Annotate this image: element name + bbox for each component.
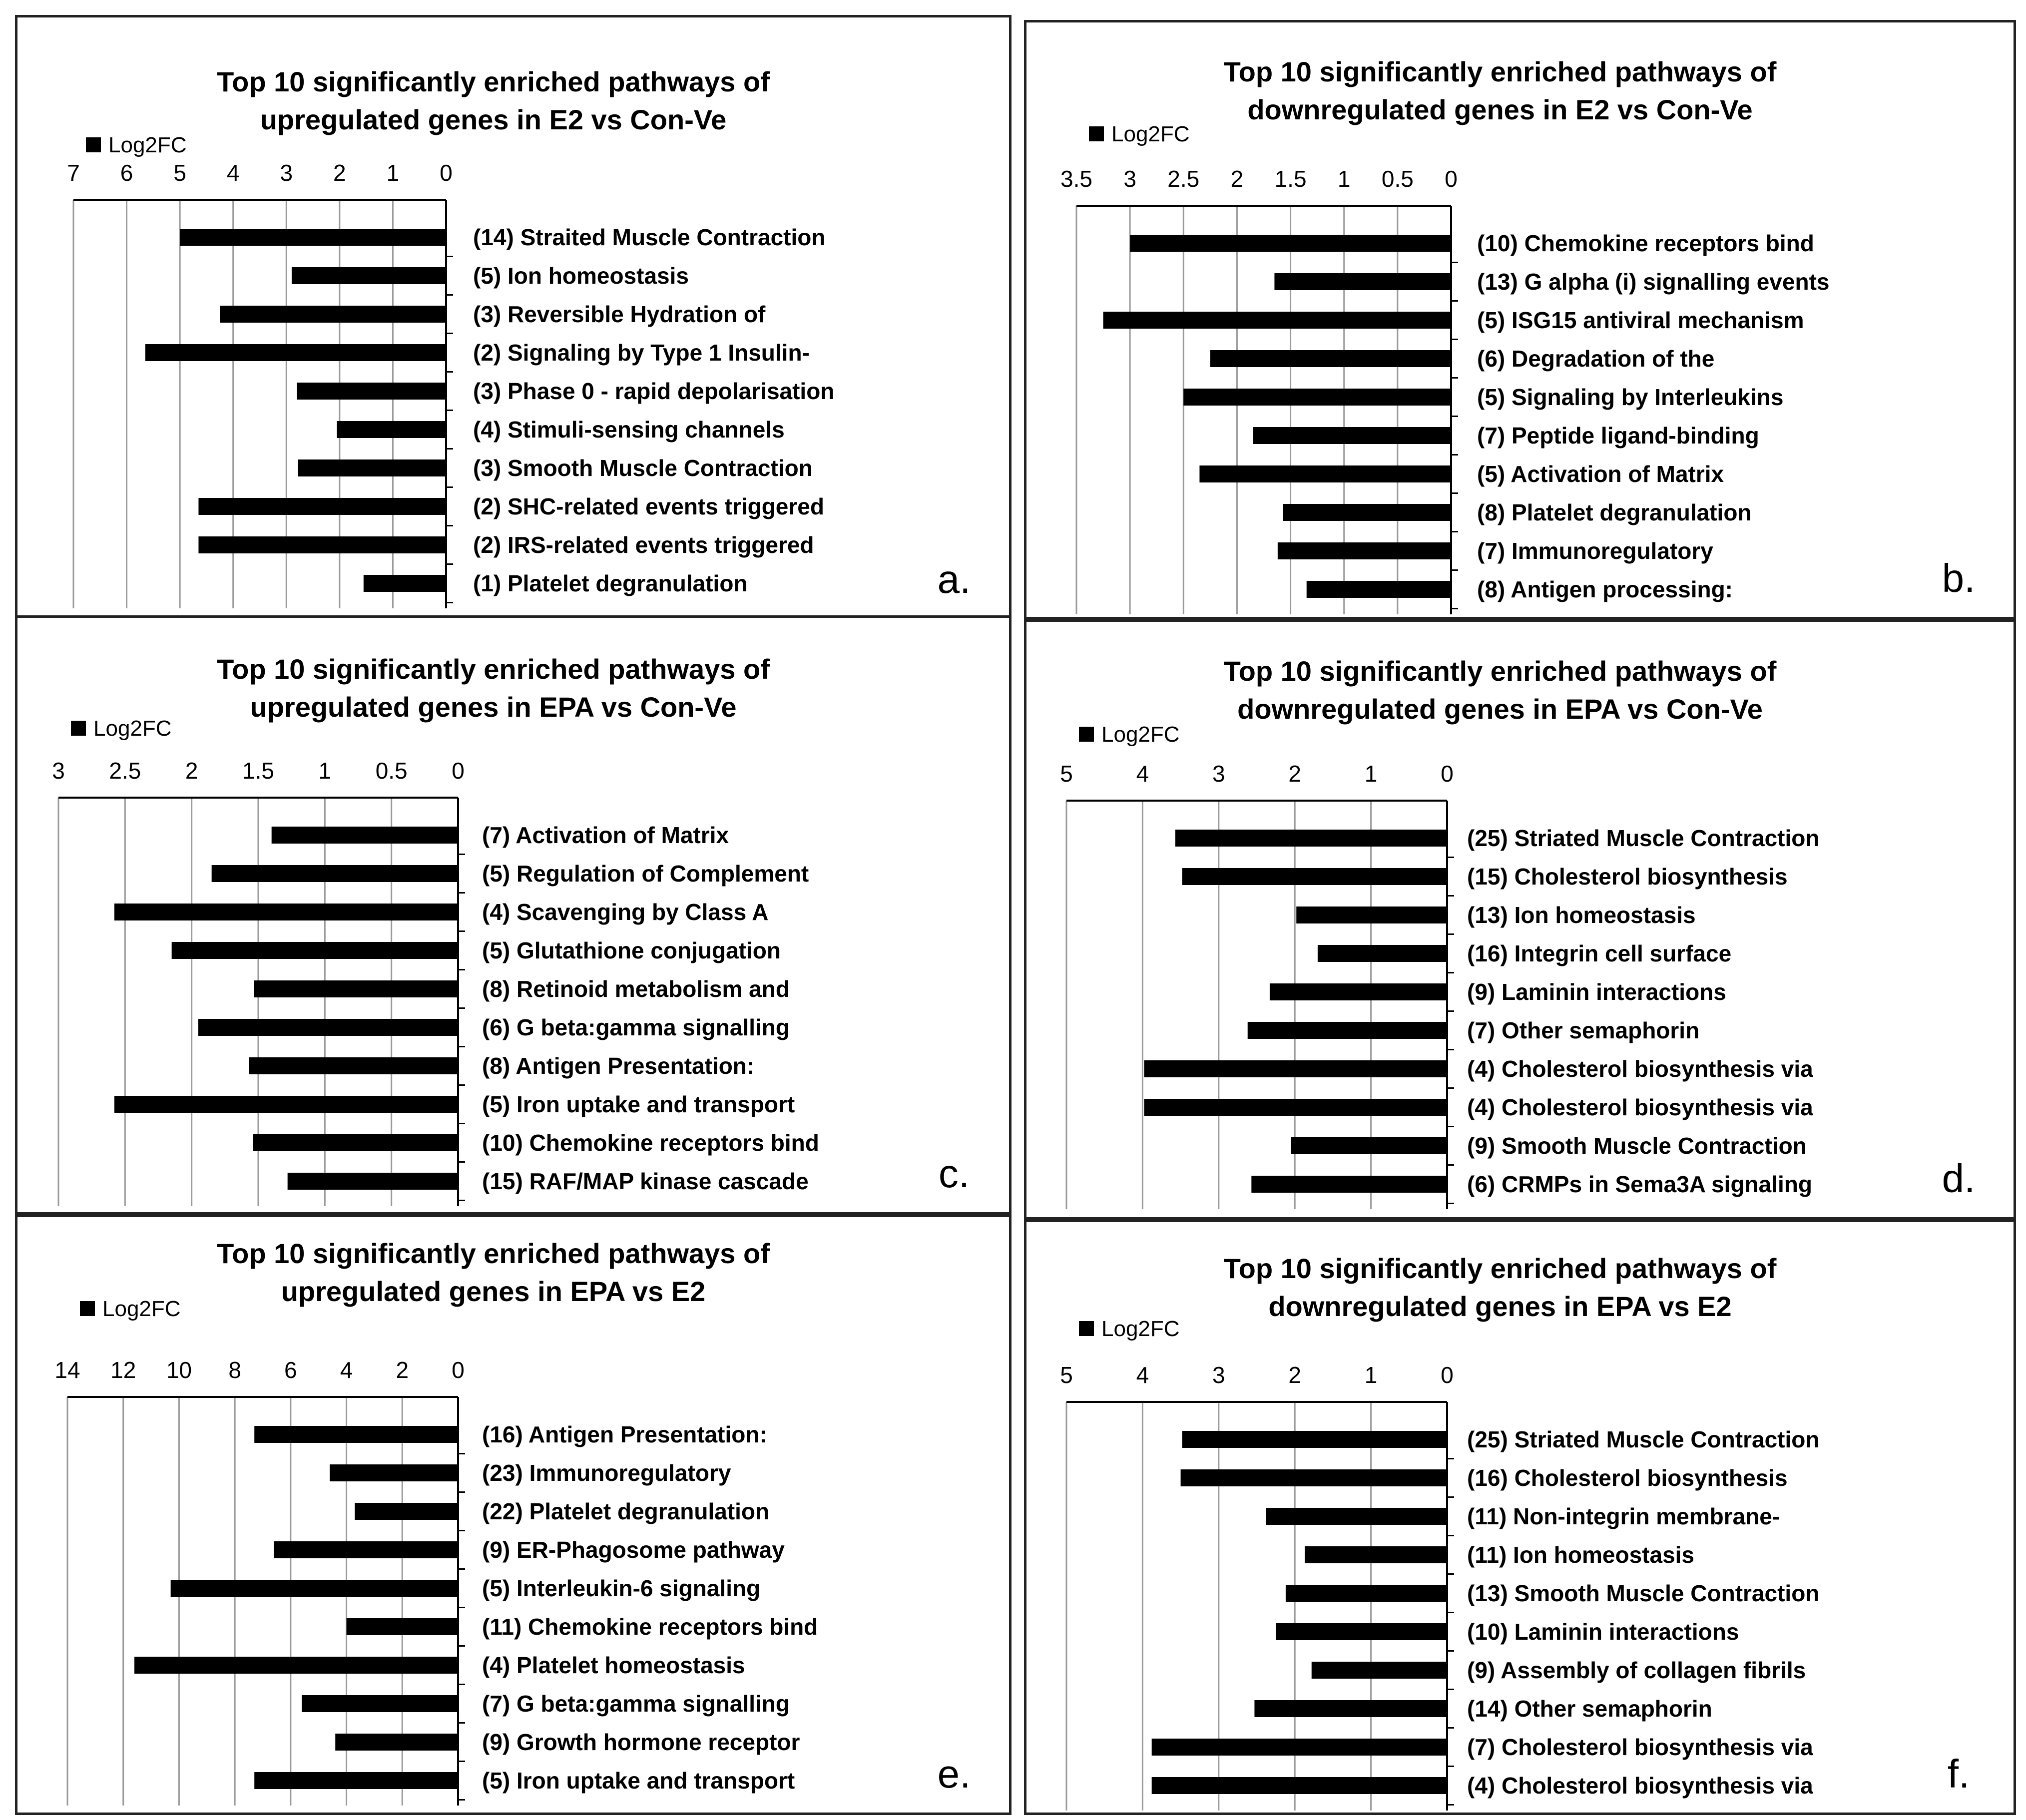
chart-title-line-1: Top 10 significantly enriched pathways of (1223, 56, 1777, 87)
bar (272, 827, 458, 844)
category-label: (9) Growth hormone receptor (482, 1729, 800, 1755)
legend-swatch (1079, 727, 1094, 742)
bar (1253, 427, 1451, 444)
category-label: (6) G beta:gamma signalling (482, 1014, 790, 1040)
chart-panel-4 (1024, 619, 2016, 1220)
category-label: (15) Cholesterol biosynthesis (1467, 864, 1788, 890)
category-label: (13) Smooth Muscle Contraction (1467, 1580, 1820, 1606)
category-label: (14) Other semaphorin (1467, 1696, 1712, 1722)
category-label: (4) Cholesterol biosynthesis via (1467, 1094, 1813, 1120)
bar-chart-svg (17, 17, 1009, 618)
chart-panel-5 (15, 1215, 1012, 1815)
tick-label: 0 (1441, 1362, 1454, 1388)
bar (180, 229, 446, 246)
panel-letter: b. (1942, 556, 1976, 600)
bar (114, 1096, 458, 1113)
bar (1278, 542, 1451, 559)
legend-label: Log2FC (102, 1297, 181, 1321)
category-label: (25) Striated Muscle Contraction (1467, 825, 1820, 851)
category-label: (16) Antigen Presentation: (482, 1421, 767, 1447)
bar (1318, 945, 1447, 962)
chart-title-line-2: downregulated genes in E2 vs Con-Ve (1247, 94, 1753, 125)
bar (1276, 1623, 1447, 1640)
category-label: (8) Antigen Presentation: (482, 1053, 755, 1079)
category-label: (2) SHC-related events triggered (473, 493, 824, 519)
panel-letter: e. (937, 1752, 971, 1796)
bar (134, 1657, 458, 1674)
bar-chart-svg (1026, 1222, 2014, 1813)
bar-chart-svg (17, 1217, 1009, 1813)
legend-swatch (71, 721, 86, 736)
bar (254, 1426, 458, 1443)
tick-label: 4 (340, 1357, 353, 1383)
bar (1312, 1662, 1447, 1679)
category-label: (7) G beta:gamma signalling (482, 1691, 790, 1717)
tick-label: 2 (1288, 1362, 1301, 1388)
bar (1175, 830, 1447, 847)
bar (1144, 1099, 1447, 1116)
tick-label: 7 (67, 160, 80, 186)
category-label: (3) Reversible Hydration of (473, 301, 766, 327)
legend-label: Log2FC (108, 133, 187, 157)
category-label: (5) Signaling by Interleukins (1477, 384, 1784, 410)
bar (249, 1057, 458, 1074)
tick-label: 1 (386, 160, 400, 186)
bar (171, 1580, 458, 1597)
bar (198, 1019, 458, 1036)
category-label: (14) Straited Muscle Contraction (473, 224, 826, 250)
chart-panel-3 (15, 615, 1012, 1215)
category-label: (16) Cholesterol biosynthesis (1467, 1465, 1788, 1491)
category-label: (25) Striated Muscle Contraction (1467, 1426, 1820, 1452)
category-label: (4) Cholesterol biosynthesis via (1467, 1056, 1813, 1082)
chart-panel-2 (1024, 20, 2016, 619)
tick-label: 4 (1136, 1362, 1149, 1388)
tick-label: 5 (1060, 761, 1073, 787)
bar (1251, 1176, 1447, 1193)
category-label: (2) Signaling by Type 1 Insulin- (473, 340, 810, 366)
category-label: (4) Scavenging by Class A (482, 899, 769, 925)
bar (1286, 1585, 1447, 1602)
chart-title-line-1: Top 10 significantly enriched pathways of (217, 1238, 770, 1269)
panel-letter: a. (937, 557, 971, 601)
category-label: (7) Cholesterol biosynthesis via (1467, 1734, 1813, 1760)
tick-label: 14 (54, 1357, 80, 1383)
legend-swatch (80, 1301, 95, 1316)
tick-label: 0.5 (1381, 166, 1414, 192)
legend-label: Log2FC (1101, 722, 1180, 747)
tick-label: 1 (1337, 166, 1351, 192)
category-label: (11) Non-integrin membrane- (1467, 1503, 1780, 1529)
tick-label: 4 (226, 160, 240, 186)
category-label: (5) Regulation of Complement (482, 861, 809, 887)
category-label: (7) Other semaphorin (1467, 1017, 1700, 1043)
category-label: (15) RAF/MAP kinase cascade (482, 1168, 809, 1194)
tick-label: 3 (280, 160, 293, 186)
bar (1274, 273, 1451, 290)
category-label: (9) Assembly of collagen fibrils (1467, 1657, 1806, 1683)
bar (355, 1503, 458, 1520)
chart-title-line-2: upregulated genes in EPA vs Con-Ve (250, 691, 737, 723)
bar (1152, 1777, 1447, 1794)
bar (1144, 1060, 1447, 1077)
category-label: (5) Iron uptake and transport (482, 1768, 795, 1794)
bar (347, 1618, 458, 1635)
bar (288, 1173, 458, 1190)
bar (1181, 1469, 1447, 1486)
bar (1130, 235, 1451, 252)
tick-label: 8 (228, 1357, 241, 1383)
bar (253, 1134, 458, 1151)
tick-label: 12 (110, 1357, 136, 1383)
category-label: (11) Chemokine receptors bind (482, 1614, 818, 1640)
category-label: (3) Phase 0 - rapid depolarisation (473, 378, 835, 404)
tick-label: 2 (185, 758, 198, 784)
legend-swatch (1089, 126, 1104, 141)
category-label: (7) Peptide ligand-binding (1477, 423, 1759, 449)
chart-title-line-2: upregulated genes in EPA vs E2 (281, 1276, 706, 1307)
bar (1296, 907, 1447, 923)
bar (198, 498, 446, 515)
tick-label: 2.5 (109, 758, 141, 784)
bar (1283, 504, 1451, 521)
tick-label: 0 (452, 1357, 465, 1383)
chart-title-line-1: Top 10 significantly enriched pathways of (217, 66, 770, 97)
bar (198, 536, 446, 553)
tick-label: 6 (284, 1357, 297, 1383)
bar (212, 865, 458, 882)
legend-label: Log2FC (1101, 1317, 1180, 1341)
chart-panel-1 (15, 15, 1012, 620)
tick-label: 0 (440, 160, 453, 186)
category-label: (4) Cholesterol biosynthesis via (1467, 1773, 1813, 1799)
bar (330, 1464, 458, 1481)
bar (1291, 1137, 1447, 1154)
tick-label: 5 (1060, 1362, 1073, 1388)
bar-chart-svg (17, 618, 1009, 1212)
bar (1305, 1546, 1447, 1563)
tick-label: 3 (1212, 1362, 1225, 1388)
tick-label: 3 (1123, 166, 1136, 192)
chart-title-line-1: Top 10 significantly enriched pathways of (217, 653, 770, 685)
legend-label: Log2FC (93, 716, 172, 741)
tick-label: 2 (333, 160, 346, 186)
category-label: (23) Immunoregulatory (482, 1460, 731, 1486)
category-label: (8) Retinoid metabolism and (482, 976, 790, 1002)
bar-chart-svg (1026, 622, 2014, 1217)
chart-title-line-1: Top 10 significantly enriched pathways of (1223, 655, 1777, 687)
category-label: (8) Platelet degranulation (1477, 499, 1752, 525)
legend-swatch (86, 137, 101, 152)
tick-label: 2 (1288, 761, 1301, 787)
chart-title-line-2: downregulated genes in EPA vs Con-Ve (1237, 693, 1763, 725)
panel-letter: c. (938, 1151, 970, 1196)
tick-label: 6 (120, 160, 133, 186)
bar (1182, 868, 1447, 885)
category-label: (4) Platelet homeostasis (482, 1652, 745, 1678)
bar (292, 267, 446, 284)
tick-label: 1 (1364, 1362, 1378, 1388)
bar (254, 980, 458, 997)
tick-label: 0 (1445, 166, 1458, 192)
chart-panel-6 (1024, 1220, 2016, 1815)
tick-label: 1 (318, 758, 332, 784)
category-label: (5) Glutathione conjugation (482, 937, 781, 963)
bar-chart-svg (1026, 22, 2014, 617)
bar (298, 459, 446, 476)
tick-label: 3 (1212, 761, 1225, 787)
category-label: (5) Ion homeostasis (473, 263, 689, 289)
category-label: (16) Integrin cell surface (1467, 940, 1732, 966)
tick-label: 1 (1364, 761, 1378, 787)
category-label: (13) Ion homeostasis (1467, 902, 1696, 928)
panel-letter: f. (1947, 1752, 1970, 1796)
tick-label: 2 (396, 1357, 409, 1383)
bar (1210, 350, 1451, 367)
tick-label: 2 (1230, 166, 1244, 192)
bar (364, 575, 446, 592)
category-label: (7) Activation of Matrix (482, 822, 729, 848)
category-label: (5) Activation of Matrix (1477, 461, 1724, 487)
category-label: (7) Immunoregulatory (1477, 538, 1713, 564)
bar (337, 421, 446, 438)
tick-label: 3 (52, 758, 65, 784)
legend-swatch (1079, 1321, 1094, 1336)
tick-label: 0.5 (375, 758, 408, 784)
bar (172, 942, 458, 959)
category-label: (6) Degradation of the (1477, 346, 1715, 372)
tick-label: 5 (173, 160, 186, 186)
tick-label: 2.5 (1167, 166, 1200, 192)
category-label: (2) IRS-related events triggered (473, 532, 814, 558)
category-label: (8) Antigen processing: (1477, 576, 1733, 602)
tick-label: 0 (452, 758, 465, 784)
category-label: (10) Chemokine receptors bind (482, 1130, 819, 1156)
category-label: (5) Interleukin-6 signaling (482, 1575, 761, 1601)
category-label: (1) Platelet degranulation (473, 570, 748, 596)
bar (114, 904, 458, 920)
tick-label: 1.5 (242, 758, 274, 784)
bar (1103, 312, 1451, 329)
bar (1307, 581, 1451, 598)
bar (1199, 465, 1451, 482)
category-label: (11) Ion homeostasis (1467, 1542, 1695, 1568)
bar (1248, 1022, 1447, 1039)
bar (254, 1772, 458, 1789)
bar (1182, 1431, 1447, 1448)
category-label: (9) Smooth Muscle Contraction (1467, 1133, 1807, 1159)
bar (297, 383, 446, 400)
bar (274, 1541, 458, 1558)
bar (1266, 1508, 1447, 1525)
bar (145, 344, 446, 361)
bar (1183, 389, 1451, 406)
category-label: (5) ISG15 antiviral mechanism (1477, 307, 1804, 333)
category-label: (13) G alpha (i) signalling events (1477, 269, 1830, 295)
tick-label: 0 (1441, 761, 1454, 787)
category-label: (10) Chemokine receptors bind (1477, 230, 1814, 256)
category-label: (5) Iron uptake and transport (482, 1091, 795, 1117)
category-label: (22) Platelet degranulation (482, 1498, 770, 1524)
category-label: (3) Smooth Muscle Contraction (473, 455, 813, 481)
bar (1270, 983, 1447, 1000)
chart-title-line-1: Top 10 significantly enriched pathways of (1223, 1253, 1777, 1284)
legend-label: Log2FC (1111, 122, 1190, 146)
category-label: (6) CRMPs in Sema3A signaling (1467, 1171, 1812, 1197)
bar (1152, 1739, 1447, 1756)
tick-label: 1.5 (1274, 166, 1307, 192)
tick-label: 3.5 (1060, 166, 1092, 192)
chart-title-line-2: upregulated genes in E2 vs Con-Ve (260, 104, 727, 135)
category-label: (10) Laminin interactions (1467, 1619, 1739, 1645)
panel-letter: d. (1942, 1156, 1976, 1201)
tick-label: 10 (166, 1357, 192, 1383)
category-label: (9) Laminin interactions (1467, 979, 1726, 1005)
tick-label: 4 (1136, 761, 1149, 787)
chart-title-line-2: downregulated genes in EPA vs E2 (1268, 1291, 1732, 1322)
category-label: (4) Stimuli-sensing channels (473, 417, 785, 443)
bar (335, 1734, 458, 1751)
bar (302, 1695, 458, 1712)
category-label: (9) ER-Phagosome pathway (482, 1537, 785, 1563)
bar (1254, 1700, 1447, 1717)
bar (220, 306, 446, 323)
